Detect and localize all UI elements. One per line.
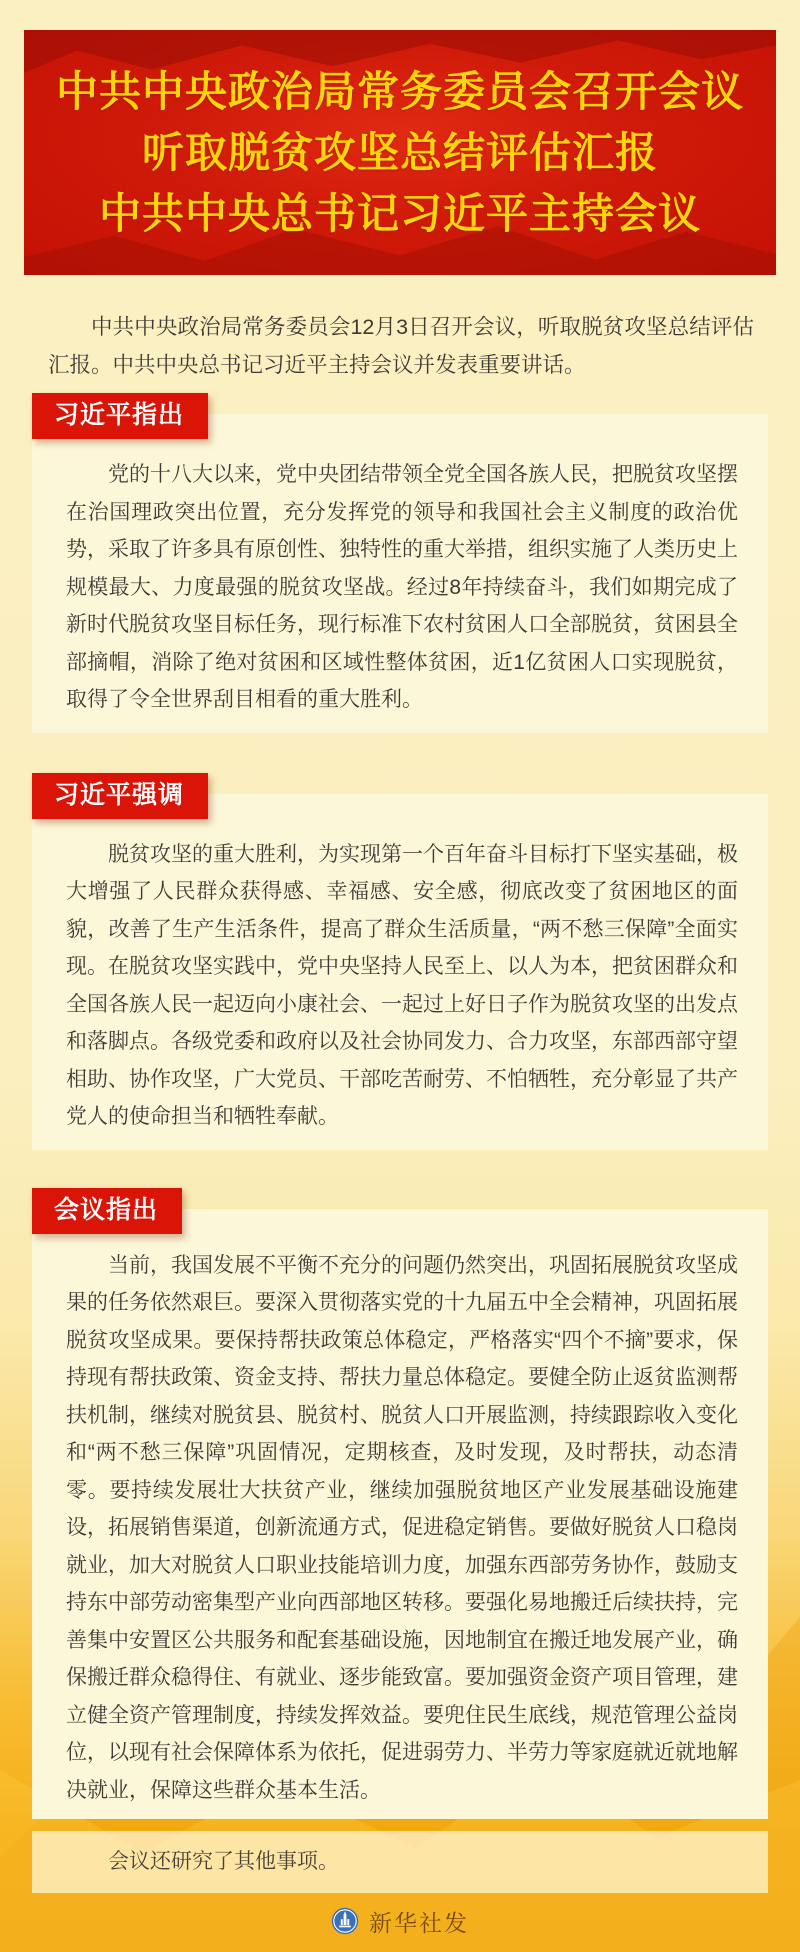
content-box (32, 1209, 768, 1820)
headline-line-1: 中共中央政治局常务委员会召开会议 (55, 68, 744, 115)
xinhua-logo-icon (331, 1907, 359, 1935)
credit-text: 新华社发 (369, 1909, 469, 1936)
content-box (32, 414, 768, 733)
section-label-xi-pointed-out: 习近平指出 (32, 393, 208, 439)
content-box (32, 794, 768, 1150)
section-body-text: 党的十八大以来，党中央团结带领全党全国各族人民，把脱贫攻坚摆在治国理政突出位置，充分发挥党的领导和我国社会主义制度的政治优势，采取了许多具有原创性、独特性的重大举措，组织实施了人类历史上规模最大、力度最强的脱贫攻坚战。经过8年持续奋斗，我们如期完成了新时代脱贫攻坚目标任务，现行标准下农村贫困人口全部脱贫，贫困县全部摘帽，消除了绝对贫困和区域性整体贫困，近1亿贫困人口实现脱贫，取得了令全世界刮目相看的重大胜利。 (66, 463, 738, 711)
headline-line-2: 听取脱贫攻坚总结评估汇报 (141, 129, 658, 176)
headline-line-3: 中共中央总书记习近平主持会议 (98, 190, 701, 237)
section-body-text: 当前，我国发展不平衡不充分的问题仍然突出，巩固拓展脱贫攻坚成果的任务依然艰巨。要深入贯彻落实党的十九届五中全会精神，巩固拓展脱贫攻坚成果。要保持帮扶政策总体稳定，严格落实“四个不摘”要求，保持现有帮扶政策、资金支持、帮扶力量总体稳定。要健全防止返贫监测帮扶机制，继续对脱贫县、脱贫村、脱贫人口开展监测，持续跟踪收入变化和“两不愁三保障”巩固情况，定期核查，及时发现，及时帮扶，动态清零。要持续发展壮大扶贫产业，继续加强脱贫地区产业发展基础设施建设，拓展销售渠道，创新流通方式，促进稳定销售。要做好脱贫人口稳岗就业，加大对脱贫人口职业技能培训力度，加强东西部劳务协作，鼓励支持东中部劳动密集型产业向西部地区转移。要强化易地搬迁后续扶持，完善集中安置区公共服务和配套基础设施，因地制宜在搬迁地发展产业，确保搬迁群众稳得住、有就业、逐步能致富。要加强资金资产项目管理，建立健全资产管理制度，持续发挥效益。要兜住民生底线，规范管理公益岗位，以现有社会保障体系为依托，促进弱劳力、半劳力等家庭就近就地解决就业，保障这些群众基本生活。 (66, 1253, 738, 1802)
section-meeting-pointed-out (0, 1188, 800, 1820)
section-label-meeting-pointed-out: 会议指出 (32, 1188, 182, 1234)
section-body-text: 脱贫攻坚的重大胜利，为实现第一个百年奋斗目标打下坚实基础，极大增强了人民群众获得感、幸福感、安全感，彻底改变了贫困地区的面貌，改善了生产生活条件，提高了群众生活质量，“两不愁三保障”全面实现。在脱贫攻坚实践中，党中央坚持人民至上、以人为本，把贫困群众和全国各族人民一起迈向小康社会、一起过上好日子作为脱贫攻坚的出发点和落脚点。各级党委和政府以及社会协同发力、合力攻坚，东部西部守望相助、协作攻坚，广大党员、干部吃苦耐劳、不怕牺牲，充分彰显了共产党人的使命担当和牺牲奉献。 (66, 842, 738, 1128)
other-matters-box (32, 1831, 768, 1893)
intro-paragraph: 中共中央政治局常务委员会12月3日召开会议，听取脱贫攻坚总结评估汇报。中共中央总书记习近平主持会议并发表重要讲话。 (48, 315, 754, 377)
footer (0, 1905, 800, 1938)
section-xi-emphasized (0, 773, 800, 1150)
section-xi-pointed-out (0, 393, 800, 733)
headline-banner (24, 30, 776, 275)
section-label-xi-emphasized: 习近平强调 (32, 773, 208, 819)
other-matters-text: 会议还研究了其他事项。 (108, 1850, 339, 1873)
